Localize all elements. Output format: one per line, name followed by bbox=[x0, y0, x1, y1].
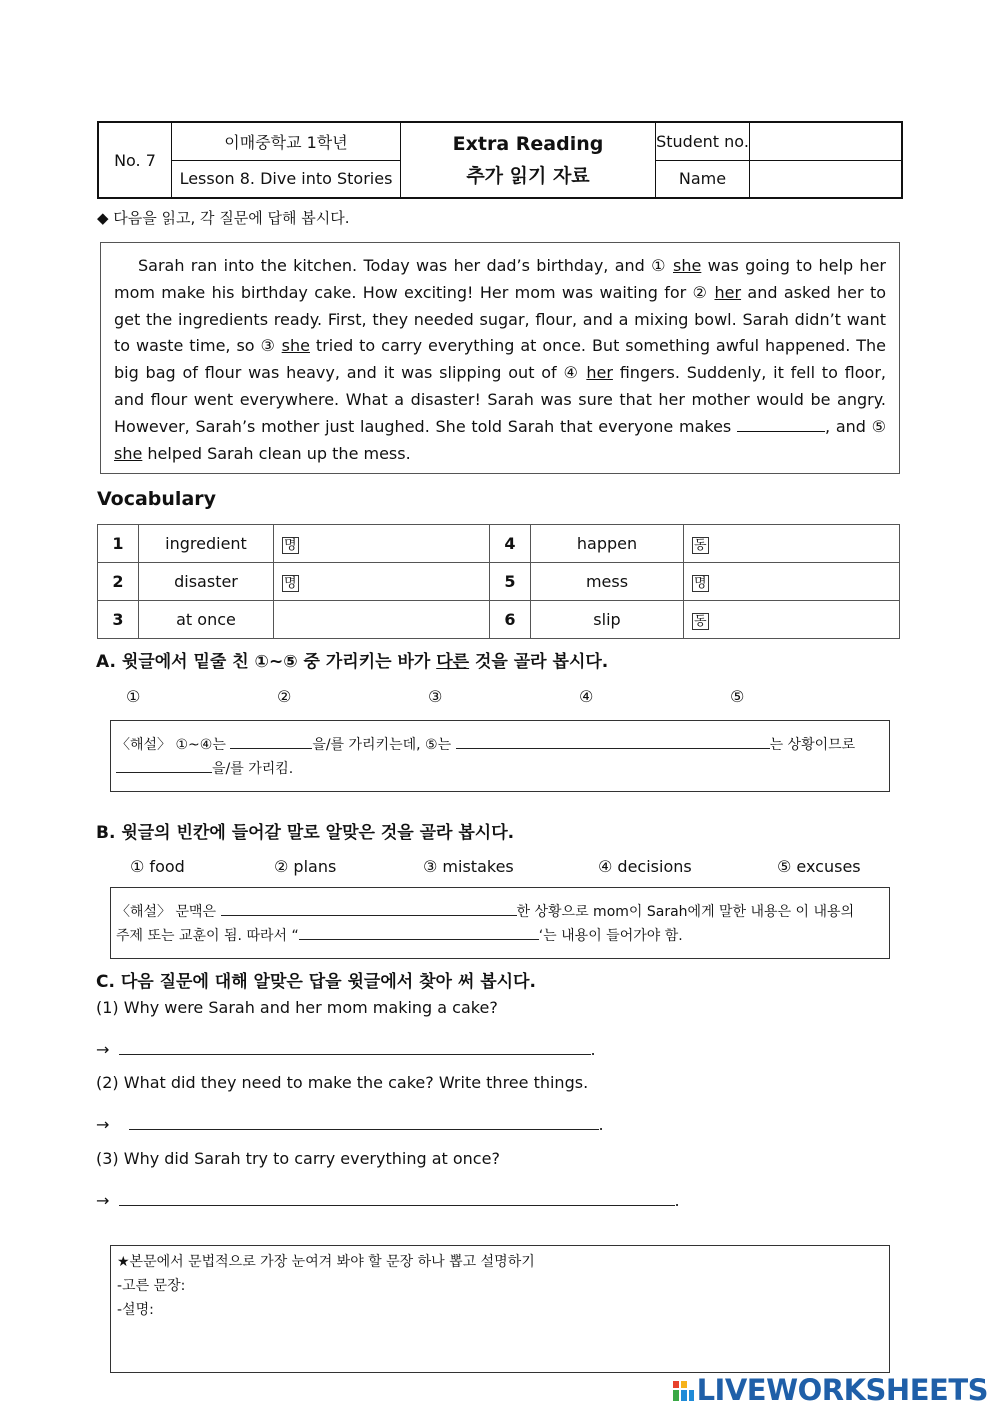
vocab-row bbox=[98, 525, 900, 563]
grammar-box-instruction: ★본문에서 문법적으로 가장 눈여겨 봐야 할 문장 하나 뽑고 설명하기 bbox=[117, 1254, 535, 1270]
vocab-word: mess bbox=[531, 563, 684, 601]
vocab-number: 1 bbox=[98, 525, 139, 563]
header-table bbox=[97, 121, 903, 199]
choice-b-4[interactable]: ④ decisions bbox=[598, 857, 692, 876]
explanation-text: 〈해설〉 문맥은 bbox=[116, 904, 221, 920]
vocab-word: disaster bbox=[139, 563, 274, 601]
answer-row-3 bbox=[96, 1191, 680, 1210]
answer-blank[interactable] bbox=[221, 901, 517, 916]
underlined-she-3: she bbox=[281, 336, 310, 356]
reading-passage bbox=[100, 242, 900, 474]
arrow-icon: → bbox=[96, 1191, 110, 1210]
liveworksheets-logo bbox=[673, 1373, 988, 1407]
section-b-title: B. 윗글의 빈칸에 들어갈 말로 알맞은 것을 골라 봅시다. bbox=[96, 823, 515, 843]
question-1: (1) Why were Sarah and her mom making a cake? bbox=[96, 998, 498, 1017]
underlined-she-5: she bbox=[114, 443, 143, 463]
liveworksheets-logo-icon bbox=[673, 1379, 695, 1403]
period: . bbox=[590, 1040, 596, 1059]
worksheet-title bbox=[401, 122, 656, 198]
part-of-speech-tag: 동 bbox=[694, 613, 707, 629]
question-2: (2) What did they need to make the cake? Write three things. bbox=[96, 1073, 589, 1092]
answer-line-1[interactable] bbox=[119, 1040, 591, 1055]
passage-text: fingers. Suddenly, it fell to floor, and flour went everywhere. What a disaster! Sarah was sure that her mother would be angry. However, Sarah’s mother just laughed. She told Sarah that everyone makes bbox=[114, 363, 886, 436]
vocab-word: ingredient bbox=[139, 525, 274, 563]
answer-blank[interactable] bbox=[230, 734, 312, 749]
vocab-row bbox=[98, 563, 900, 601]
instruction: ◆ 다음을 읽고, 각 질문에 답해 봅시다. bbox=[97, 209, 350, 227]
underlined-she-1: she bbox=[673, 256, 702, 275]
name-label: Name bbox=[656, 160, 750, 198]
question-3: (3) Why did Sarah try to carry everything at once? bbox=[96, 1149, 500, 1168]
part-of-speech-tag: 명 bbox=[284, 575, 297, 591]
logo-text: LIVEWORKSHEETS bbox=[696, 1373, 988, 1407]
explanation-text: ‘는 내용이 들어가야 함. bbox=[538, 928, 683, 944]
section-a-title bbox=[96, 647, 608, 672]
choice-a-4[interactable]: ④ bbox=[579, 687, 594, 706]
passage-text: and asked her to get the ingredients ready. First, they needed sugar, flour, and a mixing bowl. Sarah didn’t want to waste time, so ③ bbox=[114, 282, 887, 356]
grammar-box[interactable] bbox=[110, 1245, 890, 1373]
arrow-icon: → bbox=[96, 1040, 110, 1059]
part-of-speech-tag: 명 bbox=[694, 575, 707, 591]
passage-text: tried to carry everything at once. But something awful happened. The big bag of flour was heavy, and it was slipping out of ④ bbox=[114, 336, 886, 383]
underlined-her-2: her bbox=[714, 282, 742, 302]
choice-a-1[interactable]: ① bbox=[126, 687, 141, 706]
answer-blank[interactable] bbox=[299, 925, 539, 940]
vocab-meaning-field[interactable] bbox=[274, 563, 490, 601]
title-en: Extra Reading bbox=[452, 133, 604, 155]
explanation-text: 을/를 가리키는데, ⑤는 bbox=[312, 737, 456, 753]
part-of-speech-tag: 명 bbox=[284, 537, 297, 553]
explanation-text: 〈해설〉 ①~④는 bbox=[116, 737, 231, 753]
vocabulary-table bbox=[97, 524, 900, 639]
vocab-meaning-field[interactable] bbox=[274, 601, 490, 639]
vocab-meaning-field[interactable] bbox=[684, 525, 900, 563]
choice-b-1[interactable]: ① food bbox=[130, 857, 185, 876]
vocab-number: 5 bbox=[490, 563, 531, 601]
chosen-sentence-label: -고른 문장: bbox=[117, 1278, 186, 1294]
explanation-text: 한 상황으로 mom이 Sarah에게 말한 내용은 이 내용의 bbox=[516, 904, 855, 920]
vocab-meaning-field[interactable] bbox=[274, 525, 490, 563]
passage-text: helped Sarah clean up the mess. bbox=[142, 443, 411, 463]
section-a-title-text: 것을 골라 봅시다. bbox=[469, 652, 609, 672]
choice-b-2[interactable]: ② plans bbox=[274, 857, 337, 876]
choice-a-3[interactable]: ③ bbox=[428, 687, 443, 706]
student-no-field[interactable] bbox=[750, 122, 903, 160]
vocab-word: happen bbox=[531, 525, 684, 563]
choice-b-3[interactable]: ③ mistakes bbox=[423, 857, 514, 876]
vocab-number: 3 bbox=[98, 601, 139, 639]
vocab-word: slip bbox=[531, 601, 684, 639]
section-c-title: C. 다음 질문에 대해 알맞은 답을 윗글에서 찾아 써 봅시다. bbox=[96, 972, 536, 992]
passage-text: was going to help her mom make his birthday cake. How exciting! Her mom was waiting for ② bbox=[114, 256, 886, 302]
student-no-label: Student no. bbox=[656, 122, 750, 160]
period: . bbox=[674, 1191, 680, 1210]
explanation-label: -설명: bbox=[117, 1302, 154, 1318]
name-field[interactable] bbox=[750, 160, 903, 198]
choice-a-5[interactable]: ⑤ bbox=[730, 687, 745, 706]
vocab-number: 6 bbox=[490, 601, 531, 639]
explanation-text: 주제 또는 교훈이 됨. 따라서 “ bbox=[116, 928, 299, 944]
passage-blank[interactable] bbox=[737, 417, 825, 432]
answer-line-3[interactable] bbox=[119, 1191, 675, 1206]
section-a-title-text: A. 윗글에서 밑줄 친 ①~⑤ 중 가리키는 바가 bbox=[96, 652, 437, 672]
period: . bbox=[598, 1115, 604, 1134]
explanation-text: 을/를 가리킴. bbox=[212, 761, 294, 777]
part-of-speech-tag: 동 bbox=[694, 537, 707, 553]
title-ko: 추가 읽기 자료 bbox=[466, 165, 590, 187]
choice-a-2[interactable]: ② bbox=[277, 687, 292, 706]
vocabulary-heading: Vocabulary bbox=[97, 488, 217, 510]
answer-row-1 bbox=[96, 1040, 596, 1059]
answer-line-2[interactable] bbox=[129, 1115, 599, 1130]
worksheet-number: No. 7 bbox=[98, 122, 172, 198]
vocab-number: 2 bbox=[98, 563, 139, 601]
section-a-title-underlined: 다른 bbox=[436, 652, 470, 672]
passage-text: , and ⑤ bbox=[825, 416, 887, 436]
passage-text: Sarah ran into the kitchen. Today was her dad’s birthday, and ① bbox=[138, 256, 673, 275]
vocab-number: 4 bbox=[490, 525, 531, 563]
vocab-meaning-field[interactable] bbox=[684, 601, 900, 639]
school-grade: 이매중학교 1학년 bbox=[172, 122, 401, 160]
vocab-row bbox=[98, 601, 900, 639]
choice-b-5[interactable]: ⑤ excuses bbox=[777, 857, 861, 876]
answer-blank[interactable] bbox=[456, 734, 770, 749]
explanation-text: 는 상황이므로 bbox=[769, 737, 856, 753]
lesson-name: Lesson 8. Dive into Stories bbox=[172, 160, 401, 198]
arrow-icon: → bbox=[96, 1115, 110, 1134]
underlined-her-4: her bbox=[586, 363, 613, 383]
vocab-meaning-field[interactable] bbox=[684, 563, 900, 601]
vocab-word: at once bbox=[139, 601, 274, 639]
answer-row-2 bbox=[96, 1115, 604, 1134]
section-b-explanation bbox=[110, 887, 890, 959]
answer-blank[interactable] bbox=[116, 758, 212, 773]
section-a-explanation bbox=[110, 720, 890, 792]
